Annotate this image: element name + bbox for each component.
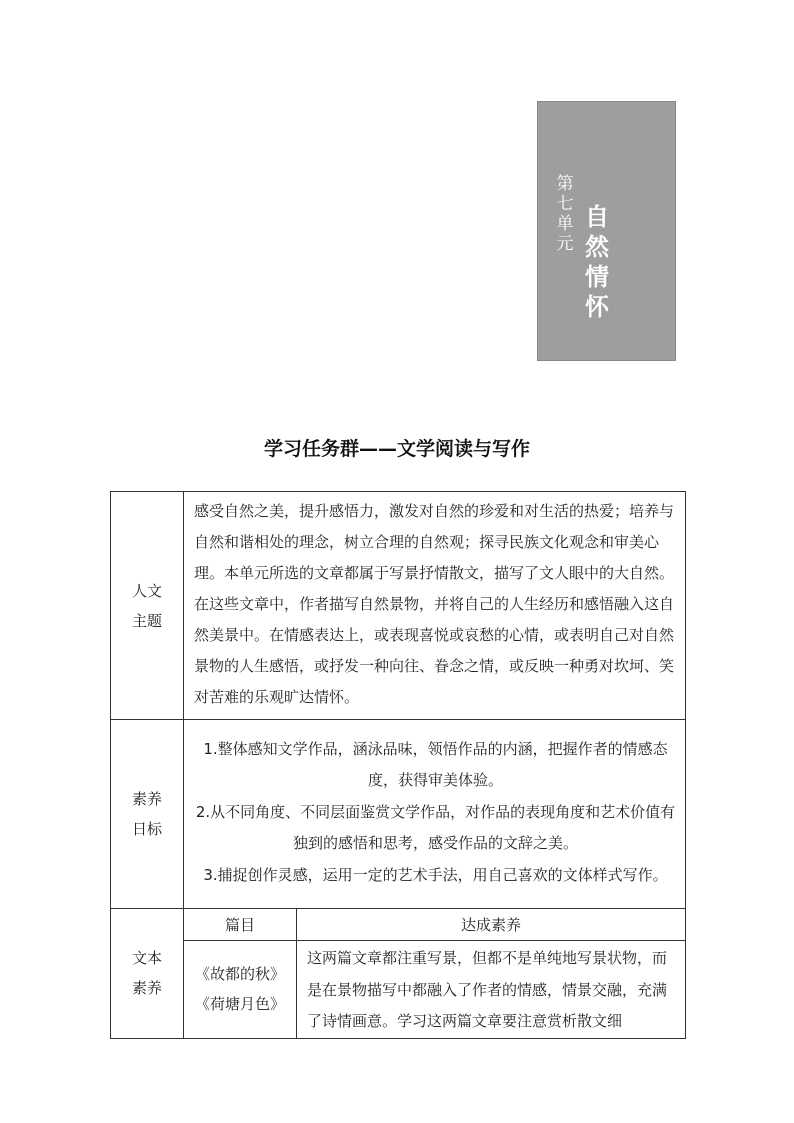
goals-label-text: 素养日标: [132, 790, 163, 838]
theme-row: [111, 492, 686, 720]
unit-name: 自然情怀: [585, 203, 609, 321]
goals-row: [111, 720, 686, 909]
theme-content: 感受自然之美，提升感悟力，激发对自然的珍爱和对生活的热爱；培养与自然和谐相处的理念，树立合理的自然观；探寻民族文化观念和审美心理。本单元所选的文章都属于写景抒情散文，描写了文人眼中的大自然。在这些文章中，作者描写自然景物，并将自己的人生经历和感悟融入这自然美景中。在情感表达上，或表现喜悦或哀愁的心情，或表明自己对自然景物的人生感悟，或抒发一种向往、眷念之情，或反映一种勇对坎坷、笑对苦难的乐观旷达情怀。: [184, 492, 686, 720]
goals-content: [184, 720, 686, 909]
theme-label: [111, 492, 184, 720]
work-title: 《荷塘月色》: [194, 995, 285, 1014]
table-row: [111, 941, 686, 1039]
goal-item: 2.从不同角度、不同层面鉴赏文学作品，对作品的表现角度和艺术价值有独到的感悟和思考，感受作品的文辞之美。: [195, 802, 676, 853]
col-header-attainment: 达成素养: [297, 909, 686, 941]
goal-item: 3.捕捉创作灵感，运用一定的艺术手法，用自己喜欢的文体样式写作。: [203, 865, 668, 884]
unit-banner: [537, 101, 676, 361]
col-header-titles: 篇目: [184, 909, 297, 941]
unit-number: 第七单元: [556, 174, 574, 254]
work-title: 《故都的秋》: [194, 965, 285, 984]
theme-label-text: 人文主题: [132, 581, 163, 630]
goal-item: 1.整体感知文学作品，涵泳品味，领悟作品的内涵，把握作者的情感态度，获得审美体验。: [203, 739, 668, 790]
page-title: 学习任务群——文学阅读与写作: [263, 438, 530, 460]
texts-header-row: [111, 909, 686, 941]
texts-label-text: 文本素养: [132, 949, 163, 998]
texts-label: [111, 909, 184, 1039]
study-table: [110, 491, 686, 1039]
goals-label: [111, 720, 184, 909]
work-titles: [184, 941, 297, 1039]
attainment-text: 这两篇文章都注重写景，但都不是单纯地写景状物，而是在景物描写中都融入了作者的情感，情景交融，充满了诗情画意。学习这两篇文章要注意赏析散文细: [297, 941, 686, 1039]
